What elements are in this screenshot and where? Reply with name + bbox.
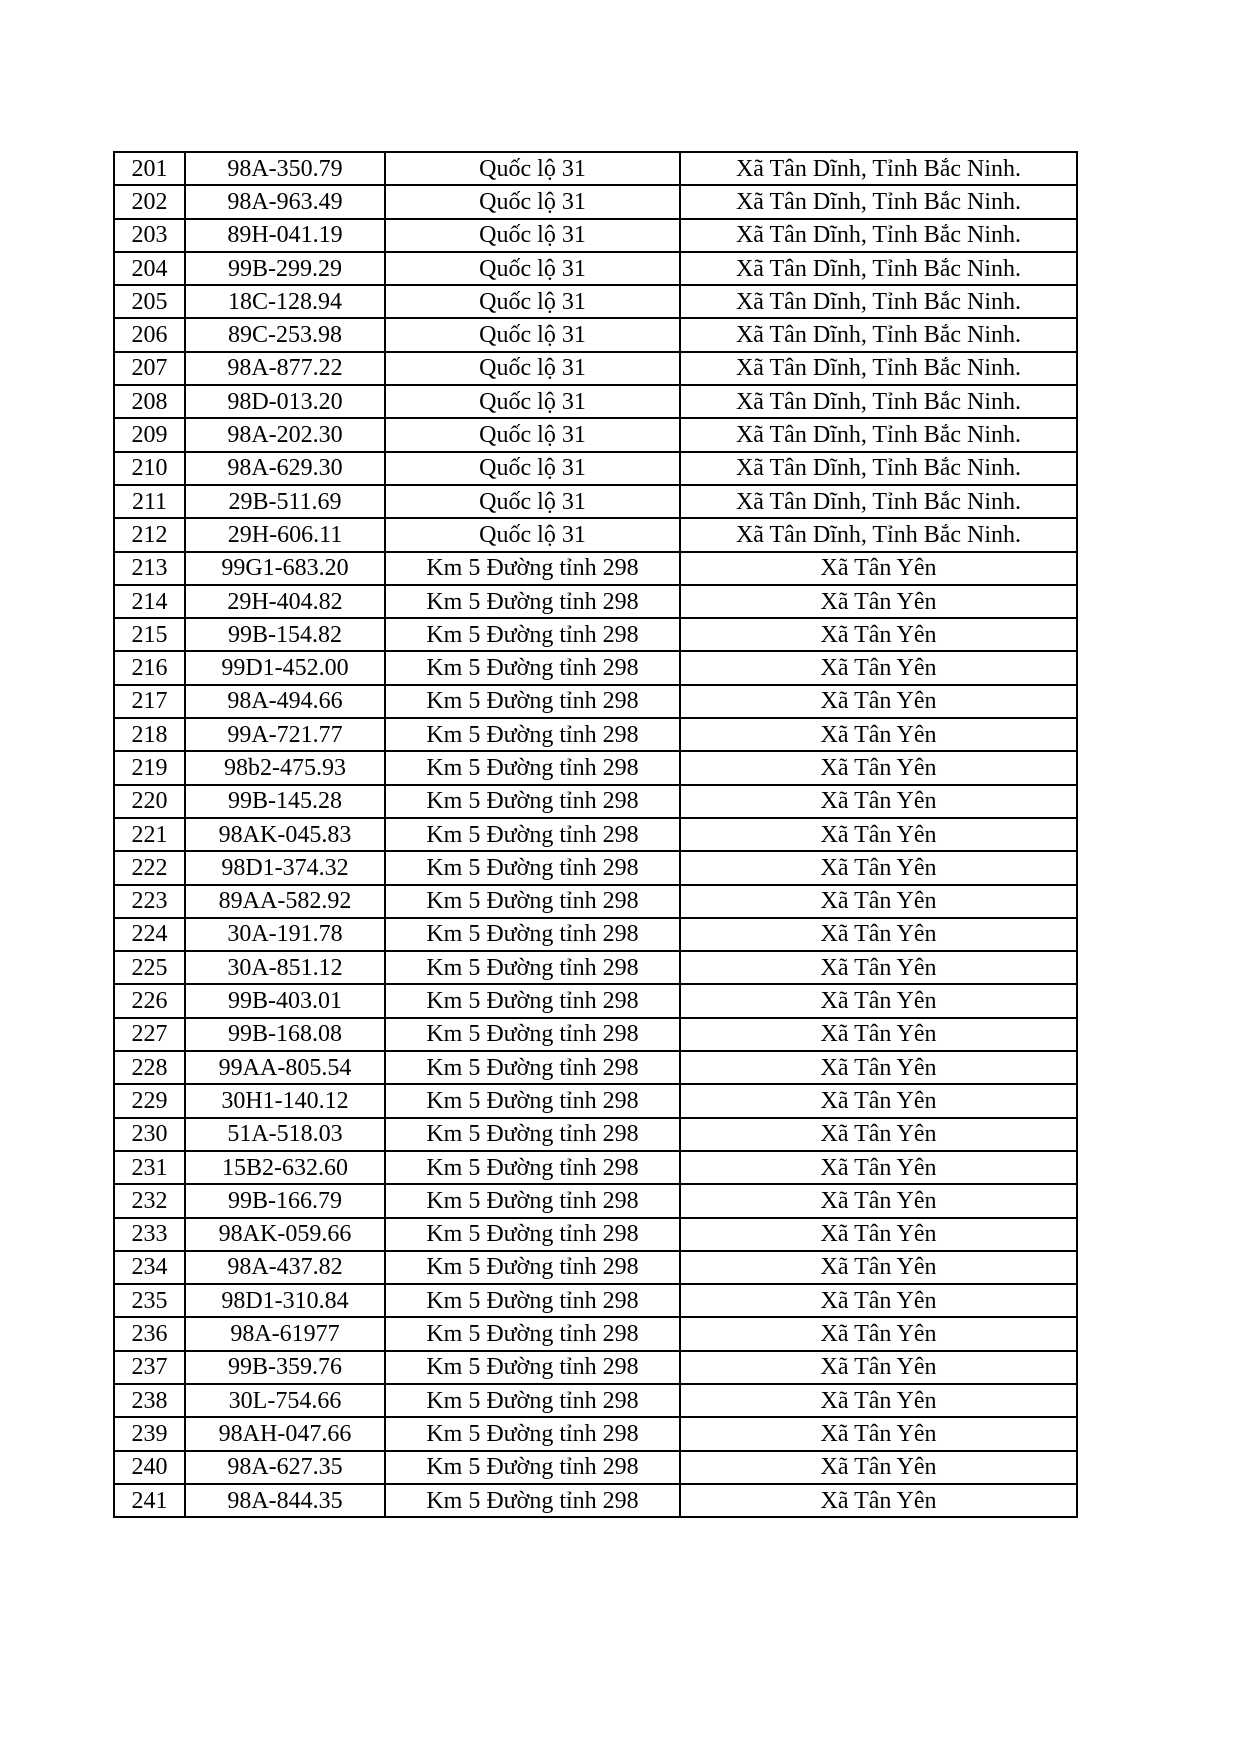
row-number-cell: 204 xyxy=(114,252,185,285)
table-row xyxy=(114,785,1077,818)
commune-cell: Xã Tân Yên xyxy=(680,1251,1077,1284)
row-number-cell: 210 xyxy=(114,452,185,485)
road-location-cell: Quốc lộ 31 xyxy=(385,418,680,451)
license-plate-cell: 98A-627.35 xyxy=(185,1451,385,1484)
road-location-cell: Km 5 Đường tỉnh 298 xyxy=(385,818,680,851)
table-row xyxy=(114,1251,1077,1284)
road-location-cell: Quốc lộ 31 xyxy=(385,219,680,252)
commune-cell: Xã Tân Yên xyxy=(680,718,1077,751)
commune-cell: Xã Tân Yên xyxy=(680,1484,1077,1517)
road-location-cell: Km 5 Đường tỉnh 298 xyxy=(385,1251,680,1284)
row-number-cell: 228 xyxy=(114,1051,185,1084)
table-body xyxy=(114,152,1077,1517)
table-row xyxy=(114,951,1077,984)
road-location-cell: Quốc lộ 31 xyxy=(385,152,680,185)
table-row xyxy=(114,1018,1077,1051)
table-row xyxy=(114,685,1077,718)
row-number-cell: 241 xyxy=(114,1484,185,1517)
row-number-cell: 236 xyxy=(114,1317,185,1350)
commune-cell: Xã Tân Yên xyxy=(680,851,1077,884)
license-plate-cell: 98AK-045.83 xyxy=(185,818,385,851)
row-number-cell: 239 xyxy=(114,1417,185,1450)
license-plate-cell: 30A-851.12 xyxy=(185,951,385,984)
table-row xyxy=(114,1151,1077,1184)
road-location-cell: Km 5 Đường tỉnh 298 xyxy=(385,1018,680,1051)
road-location-cell: Km 5 Đường tỉnh 298 xyxy=(385,1084,680,1117)
row-number-cell: 225 xyxy=(114,951,185,984)
road-location-cell: Quốc lộ 31 xyxy=(385,452,680,485)
table-row xyxy=(114,418,1077,451)
license-plate-cell: 29H-606.11 xyxy=(185,518,385,551)
license-plate-cell: 98D-013.20 xyxy=(185,385,385,418)
commune-cell: Xã Tân Yên xyxy=(680,951,1077,984)
license-plate-cell: 99B-154.82 xyxy=(185,618,385,651)
row-number-cell: 220 xyxy=(114,785,185,818)
license-plate-cell: 99B-166.79 xyxy=(185,1184,385,1217)
table-row xyxy=(114,718,1077,751)
road-location-cell: Quốc lộ 31 xyxy=(385,185,680,218)
table-row xyxy=(114,518,1077,551)
table-row xyxy=(114,1118,1077,1151)
license-plate-cell: 99B-299.29 xyxy=(185,252,385,285)
commune-cell: Xã Tân Yên xyxy=(680,1018,1077,1051)
row-number-cell: 222 xyxy=(114,851,185,884)
table-row xyxy=(114,252,1077,285)
road-location-cell: Km 5 Đường tỉnh 298 xyxy=(385,1384,680,1417)
road-location-cell: Km 5 Đường tỉnh 298 xyxy=(385,885,680,918)
road-location-cell: Km 5 Đường tỉnh 298 xyxy=(385,785,680,818)
table-row xyxy=(114,285,1077,318)
commune-cell: Xã Tân Dĩnh, Tỉnh Bắc Ninh. xyxy=(680,185,1077,218)
row-number-cell: 212 xyxy=(114,518,185,551)
table-row xyxy=(114,1484,1077,1517)
license-plate-cell: 98A-963.49 xyxy=(185,185,385,218)
commune-cell: Xã Tân Yên xyxy=(680,1317,1077,1350)
license-plate-cell: 99AA-805.54 xyxy=(185,1051,385,1084)
table-row xyxy=(114,818,1077,851)
table-row xyxy=(114,1084,1077,1117)
commune-cell: Xã Tân Yên xyxy=(680,618,1077,651)
commune-cell: Xã Tân Yên xyxy=(680,1417,1077,1450)
row-number-cell: 227 xyxy=(114,1018,185,1051)
row-number-cell: 203 xyxy=(114,219,185,252)
road-location-cell: Km 5 Đường tỉnh 298 xyxy=(385,984,680,1017)
road-location-cell: Km 5 Đường tỉnh 298 xyxy=(385,918,680,951)
road-location-cell: Quốc lộ 31 xyxy=(385,485,680,518)
license-plate-cell: 98b2-475.93 xyxy=(185,751,385,784)
license-plate-cell: 29B-511.69 xyxy=(185,485,385,518)
table-row xyxy=(114,452,1077,485)
road-location-cell: Km 5 Đường tỉnh 298 xyxy=(385,1118,680,1151)
commune-cell: Xã Tân Dĩnh, Tỉnh Bắc Ninh. xyxy=(680,318,1077,351)
row-number-cell: 205 xyxy=(114,285,185,318)
row-number-cell: 226 xyxy=(114,984,185,1017)
license-plate-cell: 89H-041.19 xyxy=(185,219,385,252)
row-number-cell: 237 xyxy=(114,1351,185,1384)
table-row xyxy=(114,651,1077,684)
license-plate-cell: 98A-844.35 xyxy=(185,1484,385,1517)
row-number-cell: 202 xyxy=(114,185,185,218)
row-number-cell: 215 xyxy=(114,618,185,651)
road-location-cell: Quốc lộ 31 xyxy=(385,352,680,385)
row-number-cell: 240 xyxy=(114,1451,185,1484)
table-row xyxy=(114,1417,1077,1450)
license-plate-cell: 89C-253.98 xyxy=(185,318,385,351)
commune-cell: Xã Tân Dĩnh, Tỉnh Bắc Ninh. xyxy=(680,485,1077,518)
row-number-cell: 232 xyxy=(114,1184,185,1217)
row-number-cell: 209 xyxy=(114,418,185,451)
license-plate-cell: 99B-359.76 xyxy=(185,1351,385,1384)
license-plate-cell: 89AA-582.92 xyxy=(185,885,385,918)
commune-cell: Xã Tân Yên xyxy=(680,685,1077,718)
row-number-cell: 219 xyxy=(114,751,185,784)
road-location-cell: Km 5 Đường tỉnh 298 xyxy=(385,1317,680,1350)
license-plate-cell: 99B-168.08 xyxy=(185,1018,385,1051)
row-number-cell: 218 xyxy=(114,718,185,751)
road-location-cell: Km 5 Đường tỉnh 298 xyxy=(385,1151,680,1184)
table-row xyxy=(114,1184,1077,1217)
table-row xyxy=(114,318,1077,351)
road-location-cell: Km 5 Đường tỉnh 298 xyxy=(385,1051,680,1084)
license-plate-cell: 99B-403.01 xyxy=(185,984,385,1017)
road-location-cell: Km 5 Đường tỉnh 298 xyxy=(385,585,680,618)
license-plate-cell: 51A-518.03 xyxy=(185,1118,385,1151)
table-row xyxy=(114,1284,1077,1317)
row-number-cell: 234 xyxy=(114,1251,185,1284)
table-row xyxy=(114,918,1077,951)
commune-cell: Xã Tân Yên xyxy=(680,585,1077,618)
license-plate-cell: 30L-754.66 xyxy=(185,1384,385,1417)
table-row xyxy=(114,751,1077,784)
row-number-cell: 213 xyxy=(114,552,185,585)
commune-cell: Xã Tân Dĩnh, Tỉnh Bắc Ninh. xyxy=(680,418,1077,451)
road-location-cell: Km 5 Đường tỉnh 298 xyxy=(385,951,680,984)
commune-cell: Xã Tân Yên xyxy=(680,1118,1077,1151)
table-row xyxy=(114,984,1077,1017)
commune-cell: Xã Tân Dĩnh, Tỉnh Bắc Ninh. xyxy=(680,152,1077,185)
commune-cell: Xã Tân Yên xyxy=(680,1451,1077,1484)
table-row xyxy=(114,851,1077,884)
row-number-cell: 216 xyxy=(114,651,185,684)
commune-cell: Xã Tân Yên xyxy=(680,1151,1077,1184)
commune-cell: Xã Tân Yên xyxy=(680,818,1077,851)
road-location-cell: Km 5 Đường tỉnh 298 xyxy=(385,1218,680,1251)
road-location-cell: Km 5 Đường tỉnh 298 xyxy=(385,1451,680,1484)
commune-cell: Xã Tân Yên xyxy=(680,1284,1077,1317)
road-location-cell: Km 5 Đường tỉnh 298 xyxy=(385,751,680,784)
commune-cell: Xã Tân Yên xyxy=(680,918,1077,951)
row-number-cell: 206 xyxy=(114,318,185,351)
commune-cell: Xã Tân Yên xyxy=(680,1084,1077,1117)
license-plate-cell: 98A-437.82 xyxy=(185,1251,385,1284)
table-row xyxy=(114,1451,1077,1484)
row-number-cell: 238 xyxy=(114,1384,185,1417)
license-plate-cell: 99B-145.28 xyxy=(185,785,385,818)
road-location-cell: Quốc lộ 31 xyxy=(385,385,680,418)
row-number-cell: 201 xyxy=(114,152,185,185)
row-number-cell: 224 xyxy=(114,918,185,951)
commune-cell: Xã Tân Yên xyxy=(680,885,1077,918)
road-location-cell: Quốc lộ 31 xyxy=(385,285,680,318)
license-plate-cell: 98A-202.30 xyxy=(185,418,385,451)
license-plate-cell: 98A-61977 xyxy=(185,1317,385,1350)
road-location-cell: Km 5 Đường tỉnh 298 xyxy=(385,651,680,684)
commune-cell: Xã Tân Yên xyxy=(680,1384,1077,1417)
commune-cell: Xã Tân Yên xyxy=(680,651,1077,684)
table-row xyxy=(114,585,1077,618)
license-plate-cell: 18C-128.94 xyxy=(185,285,385,318)
road-location-cell: Km 5 Đường tỉnh 298 xyxy=(385,851,680,884)
commune-cell: Xã Tân Dĩnh, Tỉnh Bắc Ninh. xyxy=(680,385,1077,418)
road-location-cell: Quốc lộ 31 xyxy=(385,518,680,551)
table-row xyxy=(114,618,1077,651)
commune-cell: Xã Tân Yên xyxy=(680,751,1077,784)
commune-cell: Xã Tân Yên xyxy=(680,785,1077,818)
license-plate-cell: 30A-191.78 xyxy=(185,918,385,951)
license-plate-cell: 98AK-059.66 xyxy=(185,1218,385,1251)
license-plate-cell: 99D1-452.00 xyxy=(185,651,385,684)
row-number-cell: 223 xyxy=(114,885,185,918)
license-plate-cell: 30H1-140.12 xyxy=(185,1084,385,1117)
table-row xyxy=(114,152,1077,185)
row-number-cell: 214 xyxy=(114,585,185,618)
commune-cell: Xã Tân Dĩnh, Tỉnh Bắc Ninh. xyxy=(680,285,1077,318)
license-plate-cell: 98D1-374.32 xyxy=(185,851,385,884)
license-plate-cell: 99A-721.77 xyxy=(185,718,385,751)
license-plate-cell: 98D1-310.84 xyxy=(185,1284,385,1317)
road-location-cell: Km 5 Đường tỉnh 298 xyxy=(385,1417,680,1450)
table-row xyxy=(114,1051,1077,1084)
commune-cell: Xã Tân Dĩnh, Tỉnh Bắc Ninh. xyxy=(680,452,1077,485)
table-row xyxy=(114,1384,1077,1417)
road-location-cell: Km 5 Đường tỉnh 298 xyxy=(385,552,680,585)
commune-cell: Xã Tân Dĩnh, Tỉnh Bắc Ninh. xyxy=(680,252,1077,285)
row-number-cell: 229 xyxy=(114,1084,185,1117)
road-location-cell: Km 5 Đường tỉnh 298 xyxy=(385,1351,680,1384)
row-number-cell: 217 xyxy=(114,685,185,718)
row-number-cell: 233 xyxy=(114,1218,185,1251)
license-plate-cell: 98A-494.66 xyxy=(185,685,385,718)
table-row xyxy=(114,885,1077,918)
road-location-cell: Km 5 Đường tỉnh 298 xyxy=(385,718,680,751)
table-row xyxy=(114,1218,1077,1251)
license-plate-cell: 98A-629.30 xyxy=(185,452,385,485)
road-location-cell: Quốc lộ 31 xyxy=(385,252,680,285)
commune-cell: Xã Tân Yên xyxy=(680,984,1077,1017)
road-location-cell: Km 5 Đường tỉnh 298 xyxy=(385,1284,680,1317)
road-location-cell: Quốc lộ 31 xyxy=(385,318,680,351)
license-plate-cell: 99G1-683.20 xyxy=(185,552,385,585)
violation-table xyxy=(113,151,1078,1518)
commune-cell: Xã Tân Yên xyxy=(680,1351,1077,1384)
row-number-cell: 230 xyxy=(114,1118,185,1151)
road-location-cell: Km 5 Đường tỉnh 298 xyxy=(385,685,680,718)
license-plate-cell: 15B2-632.60 xyxy=(185,1151,385,1184)
license-plate-cell: 98AH-047.66 xyxy=(185,1417,385,1450)
commune-cell: Xã Tân Yên xyxy=(680,1051,1077,1084)
license-plate-cell: 98A-350.79 xyxy=(185,152,385,185)
commune-cell: Xã Tân Dĩnh, Tỉnh Bắc Ninh. xyxy=(680,518,1077,551)
commune-cell: Xã Tân Dĩnh, Tỉnh Bắc Ninh. xyxy=(680,219,1077,252)
row-number-cell: 208 xyxy=(114,385,185,418)
license-plate-cell: 98A-877.22 xyxy=(185,352,385,385)
table-row xyxy=(114,1317,1077,1350)
row-number-cell: 211 xyxy=(114,485,185,518)
table-row xyxy=(114,485,1077,518)
table-row xyxy=(114,385,1077,418)
table-row xyxy=(114,1351,1077,1384)
row-number-cell: 231 xyxy=(114,1151,185,1184)
table-row xyxy=(114,352,1077,385)
commune-cell: Xã Tân Yên xyxy=(680,552,1077,585)
license-plate-cell: 29H-404.82 xyxy=(185,585,385,618)
road-location-cell: Km 5 Đường tỉnh 298 xyxy=(385,1184,680,1217)
row-number-cell: 235 xyxy=(114,1284,185,1317)
row-number-cell: 221 xyxy=(114,818,185,851)
table-row xyxy=(114,552,1077,585)
table-row xyxy=(114,185,1077,218)
commune-cell: Xã Tân Dĩnh, Tỉnh Bắc Ninh. xyxy=(680,352,1077,385)
road-location-cell: Km 5 Đường tỉnh 298 xyxy=(385,1484,680,1517)
road-location-cell: Km 5 Đường tỉnh 298 xyxy=(385,618,680,651)
table-row xyxy=(114,219,1077,252)
commune-cell: Xã Tân Yên xyxy=(680,1218,1077,1251)
commune-cell: Xã Tân Yên xyxy=(680,1184,1077,1217)
row-number-cell: 207 xyxy=(114,352,185,385)
